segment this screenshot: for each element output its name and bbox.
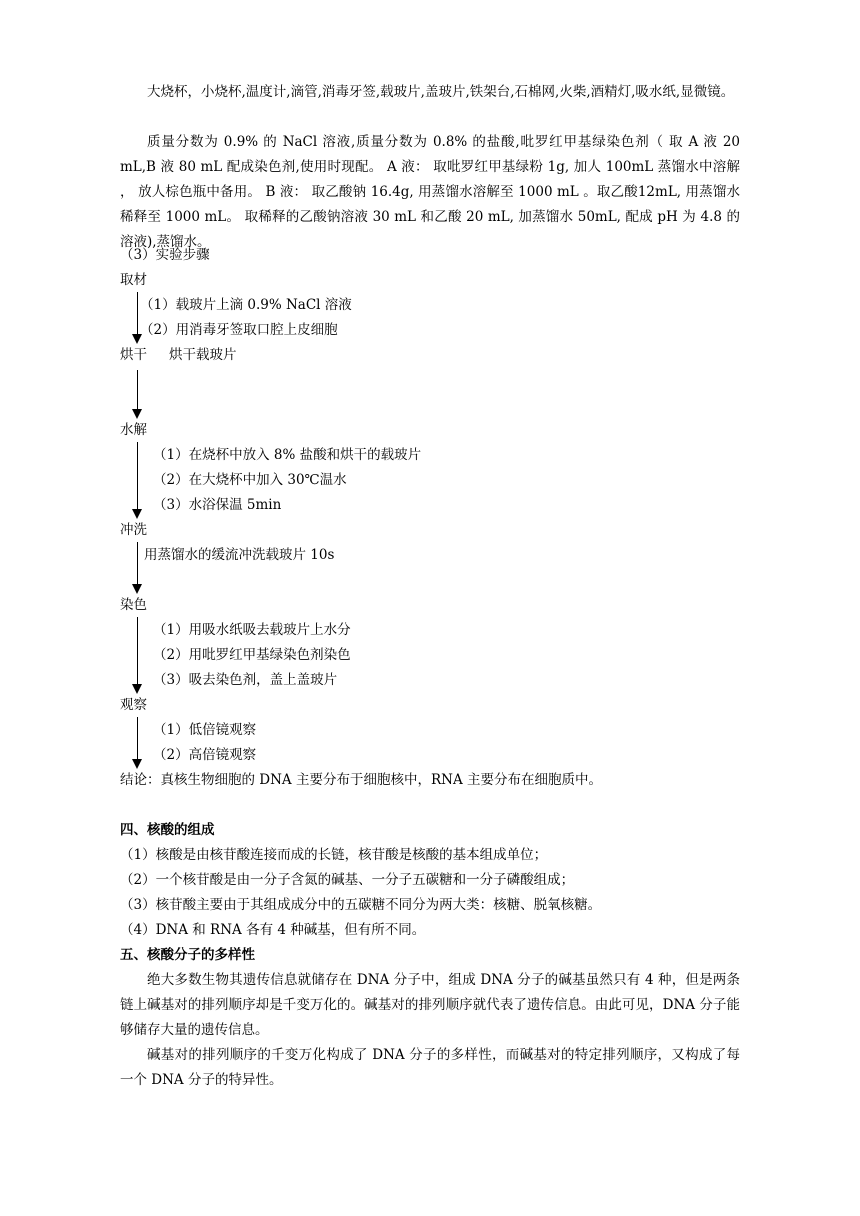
step-hydrolysis-sub-3: （3）水浴保温 5min (153, 497, 282, 513)
step-label-sampling: 取材 (120, 272, 147, 288)
flow-arrow-6 (137, 717, 138, 767)
section-4-item: （2）一个核苷酸是由一分子含氮的碱基、一分子五碳糖和一分子磷酸组成； (120, 872, 575, 888)
step-observation-sub-1: （1）低倍镜观察 (153, 722, 257, 738)
section-4-item: （4）DNA 和 RNA 各有 4 种碱基，但有所不同。 (120, 922, 426, 938)
flow-arrow-2 (137, 370, 138, 417)
step-drying-sub: 烘干载玻片 (169, 347, 237, 363)
section-5-title: 五、核酸分子的多样性 (120, 947, 255, 963)
section-4-title: 四、核酸的组成 (120, 822, 215, 838)
step-label-rinsing: 冲洗 (120, 522, 147, 538)
step-sampling-sub-1: （1）载玻片上滴 0.9% NaCl 溶液 (140, 297, 352, 313)
flow-arrow-4 (137, 542, 138, 592)
step-staining-sub-1: （1）用吸水纸吸去载玻片上水分 (153, 622, 351, 638)
step-hydrolysis-sub-1: （1）在烧杯中放入 8% 盐酸和烘干的载玻片 (153, 447, 422, 463)
equipment-paragraph: 大烧杯，小烧杯,温度计,滴管,消毒牙签,载玻片,盖玻片,铁架台,石棉网,火柴,酒精灯,吸水纸,显微镜。 (147, 84, 735, 100)
step-observation-sub-2: （2）高倍镜观察 (153, 747, 257, 763)
section-4-item: （3）核苷酸主要由于其组成成分中的五碳糖不同分为两大类：核糖、脱氧核糖。 (120, 897, 602, 913)
conclusion-text: 结论：真核生物细胞的 DNA 主要分布于细胞核中，RNA 主要分布在细胞质中。 (120, 772, 602, 788)
step-staining-sub-3: （3）吸去染色剂，盖上盖玻片 (153, 672, 338, 688)
step-staining-sub-2: （2）用吡罗红甲基绿染色剂染色 (153, 647, 351, 663)
flow-arrow-3 (137, 442, 138, 517)
reagents-paragraph: 质量分数为 0.9% 的 NaCl 溶液,质量分数为 0.8% 的盐酸,吡罗红甲基绿染色剂（ 取 A 液 20 mL,B 液 80 mL 配成染色剂,使用时现配。 A 液： 取吡罗红甲基绿粉 1g, 加人 100mL 蒸馏水中溶解 ， 放人棕色瓶中备用。 B 液： 取乙酸钠 16.4g, 用蒸馏水溶解至 1000 mL 。取乙酸12mL, 用蒸馏水稀释至 1000 mL。 取稀释的乙酸钠溶液 30 mL 和乙酸 20 mL, 加蒸馏水 50mL, 配成 pH 为 4.8 的溶液),蒸馏水。 (120, 134, 740, 250)
step-rinsing-sub: 用蒸馏水的缓流冲洗载玻片 10s (144, 547, 335, 563)
step-hydrolysis-sub-2: （2）在大烧杯中加入 30℃温水 (153, 472, 347, 488)
step-label-staining: 染色 (120, 597, 147, 613)
steps-heading: （3）实验步骤 (120, 247, 210, 263)
step-label-hydrolysis: 水解 (120, 422, 147, 438)
section-4-item: （1）核酸是由核苷酸连接而成的长链，核苷酸是核酸的基本组成单位； (120, 847, 548, 863)
flow-arrow-5 (137, 617, 138, 692)
step-label-drying: 烘干 (120, 347, 147, 363)
flow-arrow-1 (137, 292, 138, 342)
section-5-paragraph-2: 碱基对的排列顺序的千变万化构成了 DNA 分子的多样性，而碱基对的特定排列顺序，又构成了每一个 DNA 分子的特异性。 (120, 1047, 740, 1088)
step-label-observation: 观察 (120, 697, 147, 713)
step-sampling-sub-2: （2）用消毒牙签取口腔上皮细胞 (140, 322, 338, 338)
section-5-paragraph-1: 绝大多数生物其遗传信息就储存在 DNA 分子中，组成 DNA 分子的碱基虽然只有 4 种，但是两条链上碱基对的排列顺序却是千变万化的。碱基对的排列顺序就代表了遗传信息。由此可见，DNA 分子能够储存大量的遗传信息。 (120, 972, 740, 1038)
